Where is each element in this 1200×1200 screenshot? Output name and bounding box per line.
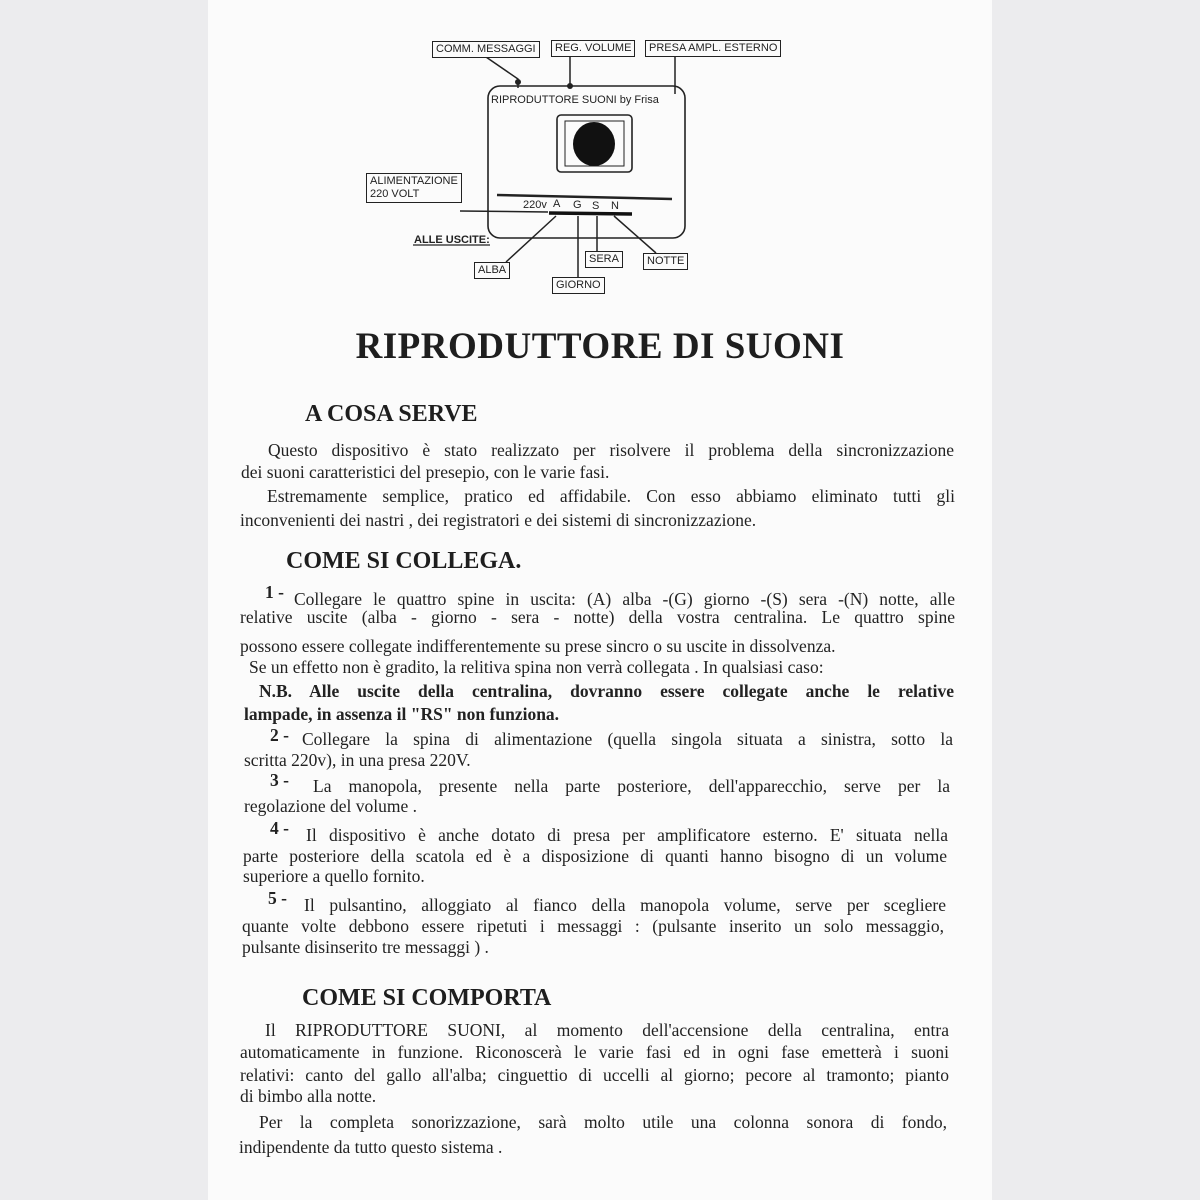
label-alba: ALBA — [474, 262, 510, 279]
text-line: regolazione del volume . — [244, 796, 417, 816]
heading-come-si-comporta: COME SI COMPORTA — [302, 985, 552, 1011]
speaker-cone — [573, 122, 615, 166]
step-number: 5 - — [268, 888, 287, 908]
label-reg-volume: REG. VOLUME — [551, 40, 635, 57]
lead-comm-messaggi — [486, 57, 518, 88]
text-line: dei suoni caratteristici del presepio, con le varie fasi. — [241, 462, 610, 482]
document-title: RIPRODUTTORE DI SUONI — [355, 326, 845, 367]
text-line: Se un effetto non è gradito, la relitiva spina non verrà collegata . In qualsiasi caso: — [249, 657, 824, 677]
text-line: quante volte debbono essere ripetuti i messaggi : (pulsante inserito un solo messaggio, — [242, 916, 944, 936]
lead-notte — [614, 216, 656, 253]
text-line: possono essere collegate indifferentemente su prese sincro o su uscite in dissolvenza. — [240, 636, 836, 656]
step-number: 4 - — [270, 818, 289, 838]
text-line: indipendente da tutto questo sistema . — [239, 1137, 503, 1157]
text-line: scritta 220v), in una presa 220V. — [244, 750, 471, 770]
text-line: Il RIPRODUTTORE SUONI, al momento dell'accensione della centralina, entra — [265, 1020, 949, 1040]
terminal-220v: 220v — [523, 199, 547, 211]
label-sera: SERA — [585, 251, 623, 268]
label-notte: NOTTE — [643, 253, 688, 270]
text-line: di bimbo alla notte. — [240, 1086, 377, 1106]
text-line: Estremamente semplice, pratico ed affidabile. Con esso abbiamo eliminato tutti gli — [267, 486, 955, 506]
terminal-n: N — [611, 200, 619, 212]
text-line: Per la completa sonorizzazione, sarà molto utile una colonna sonora di fondo, — [259, 1112, 947, 1132]
label-presa-ampl-esterno: PRESA AMPL. ESTERNO — [645, 40, 781, 57]
text-line: relativi: canto del gallo all'alba; cinguettio di uccelli al giorno; pecore al tramonto; pianto — [240, 1065, 949, 1085]
lead-alba — [506, 216, 556, 262]
text-line: automaticamente in funzione. Riconoscerà le varie fasi ed in ogni fase emetterà i suoni — [240, 1042, 949, 1062]
text-line: Il dispositivo è anche dotato di presa per amplificatore esterno. E' situata nella — [306, 825, 948, 845]
text-line: Questo dispositivo è stato realizzato per risolvere il problema della sincronizzazione — [268, 440, 954, 460]
text-line: superiore a quello fornito. — [243, 866, 425, 886]
terminal-s: S — [592, 200, 600, 212]
text-line: Collegare la spina di alimentazione (quella singola situata a sinistra, sotto la — [302, 729, 953, 749]
text-line: parte posteriore della scatola ed è a disposizione di quanti hanno bisogno di un volume — [243, 846, 947, 866]
terminal-a: A — [553, 198, 561, 210]
label-giorno: GIORNO — [552, 277, 605, 294]
heading-come-si-collega: COME SI COLLEGA. — [286, 548, 522, 574]
terminal-g: G — [573, 199, 582, 211]
step-number: 2 - — [270, 725, 289, 745]
step-number: 1 - — [265, 582, 284, 602]
text-line: Collegare le quattro spine in uscita: (A) alba -(G) giorno -(S) sera -(N) notte, alle — [294, 589, 955, 609]
nb-line: N.B. Alle uscite della centralina, dovranno essere collegate anche le relative — [259, 681, 954, 701]
text-line: relative uscite (alba - giorno - sera - notte) della vostra centralina. Le quattro spine — [240, 607, 955, 627]
label-comm-messaggi: COMM. MESSAGGI — [432, 41, 540, 58]
text-line: pulsante disinserito tre messaggi ) . — [242, 937, 489, 957]
text-line: Il pulsantino, alloggiato al fianco della manopola volume, serve per scegliere — [304, 895, 946, 915]
text-line: La manopola, presente nella parte posteriore, dell'apparecchio, serve per la — [313, 776, 950, 796]
heading-a-cosa-serve: A COSA SERVE — [305, 401, 478, 427]
nb-line: lampade, in assenza il "RS" non funziona. — [244, 704, 560, 724]
label-alimentazione: ALIMENTAZIONE 220 VOLT — [366, 173, 462, 203]
text-line: inconvenienti dei nastri , dei registratori e dei sistemi di sincronizzazione. — [240, 510, 757, 530]
step-number: 3 - — [270, 770, 289, 790]
outputs-label: ALLE USCITE: — [414, 234, 490, 246]
device-label: RIPRODUTTORE SUONI by Frisa — [491, 94, 659, 106]
